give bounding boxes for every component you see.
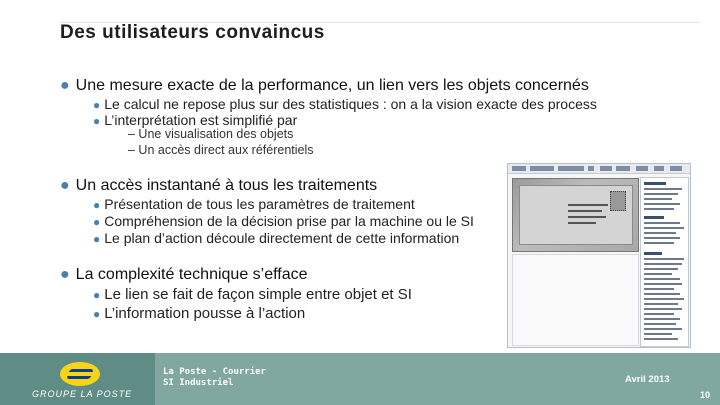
page-number: 10 — [700, 390, 711, 400]
bullet-dot: ● — [93, 98, 101, 112]
footer-org-line-1: La Poste - Courrier — [163, 367, 266, 377]
bullet-2-sub-1-text: Présentation de tous les paramètres de traitement — [104, 196, 415, 212]
envelope-scan-image — [512, 178, 639, 252]
thumbnail-detail-panel — [640, 177, 689, 347]
bullet-dot: ● — [93, 307, 101, 321]
bullet-3-sub-1 — [93, 286, 412, 303]
bullet-2-sub-2 — [93, 213, 474, 229]
bullet-2-sub-2-text: Compréhension de la décision prise par la machine ou le SI — [104, 213, 474, 229]
bullet-1-subsub-1: – Une visualisation des objets — [128, 127, 294, 141]
bullet-1-sub-1 — [93, 96, 597, 112]
stamp-mark — [610, 191, 626, 211]
bullet-dot: ● — [93, 232, 101, 246]
bullet-dot: ● — [93, 215, 101, 229]
la-poste-logo — [0, 353, 155, 405]
thumbnail-toolbar — [508, 164, 690, 174]
bullet-2-text: Un accès instantané à tous les traitements — [75, 177, 378, 194]
footer-org-line-2: SI Industriel — [163, 378, 234, 388]
bullet-dot: ● — [93, 288, 101, 302]
bullet-3-text: La complexité technique s’efface — [75, 266, 308, 283]
bullet-1 — [60, 77, 589, 95]
bullet-1-subsub-2: – Un accès direct aux référentiels — [128, 143, 314, 157]
bullet-1-sub-2 — [93, 112, 297, 128]
bullet-3-sub-1-text: Le lien se fait de façon simple entre objet et SI — [104, 286, 412, 303]
bullet-3-sub-2-text: L’information pousse à l’action — [104, 305, 306, 322]
bullet-2-sub-1 — [93, 196, 415, 212]
bullet-2 — [60, 177, 377, 195]
bullet-dot: ● — [93, 114, 101, 128]
footer-organization — [163, 367, 266, 389]
footer-bar — [0, 353, 720, 405]
bullet-1-sub-2-text: L’interprétation est simplifié par — [104, 112, 298, 128]
bullet-dot: ● — [60, 177, 70, 194]
footer-date: Avril 2013 — [625, 374, 670, 385]
bullet-3 — [60, 266, 308, 284]
bullet-1-text: Une mesure exacte de la performance, un lien vers les objets concernés — [75, 77, 589, 94]
bullet-dot: ● — [93, 198, 101, 212]
bullet-dot: ● — [60, 77, 70, 94]
bullet-2-sub-3 — [93, 230, 459, 246]
thumbnail-lower-area — [512, 254, 639, 346]
logo-text: GROUPE LA POSTE — [32, 389, 133, 399]
bullet-3-sub-2 — [93, 305, 305, 322]
bullet-1-sub-1-text: Le calcul ne repose plus sur des statistiques : on a la vision exacte des process — [104, 96, 597, 112]
bullet-2-sub-3-text: Le plan d’action découle directement de cette information — [104, 230, 460, 246]
app-screenshot-thumbnail — [507, 163, 691, 348]
bullet-dot: ● — [60, 266, 70, 283]
slide-title: Des utilisateurs convaincus — [60, 22, 325, 43]
